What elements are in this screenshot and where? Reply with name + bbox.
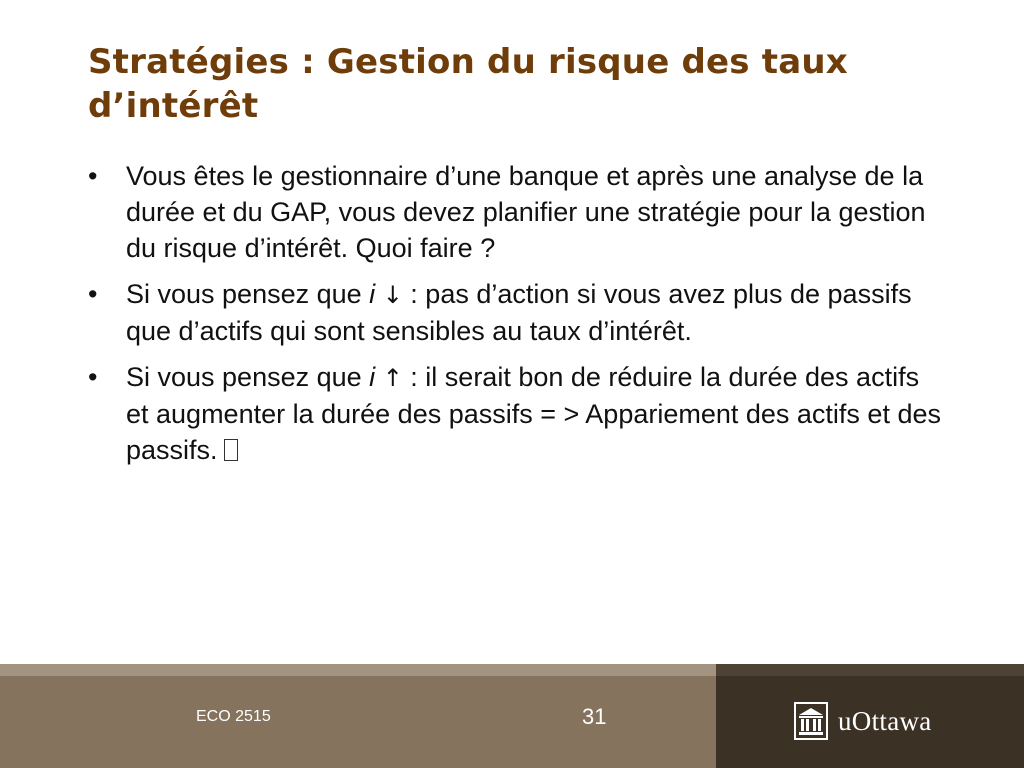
bullet-item-1	[88, 158, 948, 266]
slide-title: Stratégies : Gestion du risque des taux d’intérêt	[88, 42, 848, 126]
bullet-item-3	[88, 359, 948, 468]
interest-rate-variable: i	[369, 362, 376, 392]
uottawa-logo	[794, 702, 932, 740]
bullet-marker: •	[88, 362, 98, 392]
footer-right-panel	[716, 664, 1024, 768]
bullet-list	[88, 158, 948, 478]
logo-text: uOttawa	[838, 705, 932, 736]
page-number: 31	[582, 704, 607, 729]
course-code: ECO 2515	[196, 708, 271, 725]
bullet-item-2	[88, 276, 948, 349]
arrow-up-icon: ↑	[382, 364, 403, 392]
arrow-down-icon: ↓	[382, 281, 403, 309]
bullet-text-before: Si vous pensez que	[126, 362, 370, 392]
interest-rate-variable: i	[369, 279, 376, 309]
university-building-icon	[794, 702, 828, 740]
bullet-text-before: Si vous pensez que	[126, 279, 370, 309]
slide-footer	[0, 664, 1024, 768]
bullet-marker: •	[88, 161, 98, 191]
footer-stripe	[0, 664, 716, 676]
bullet-text: Vous êtes le gestionnaire d’une banque et après une analyse de la durée et du GAP, vous devez planifier une stratégie pour la gestion du risque d’intérêt. Quoi faire ?	[126, 161, 926, 263]
bullet-text-after: : pas d’action si vous avez plus de passifs que d’actifs qui sont sensibles au taux d’intérêt.	[126, 279, 912, 346]
bullet-marker: •	[88, 279, 98, 309]
footer-left-panel	[0, 664, 716, 768]
bullet-text-after: : il serait bon de réduire la durée des actifs et augmenter la durée des passifs = > Appariement des actifs et des passifs.	[126, 362, 941, 465]
footer-stripe	[716, 664, 1024, 676]
missing-glyph-box-icon	[224, 439, 238, 461]
